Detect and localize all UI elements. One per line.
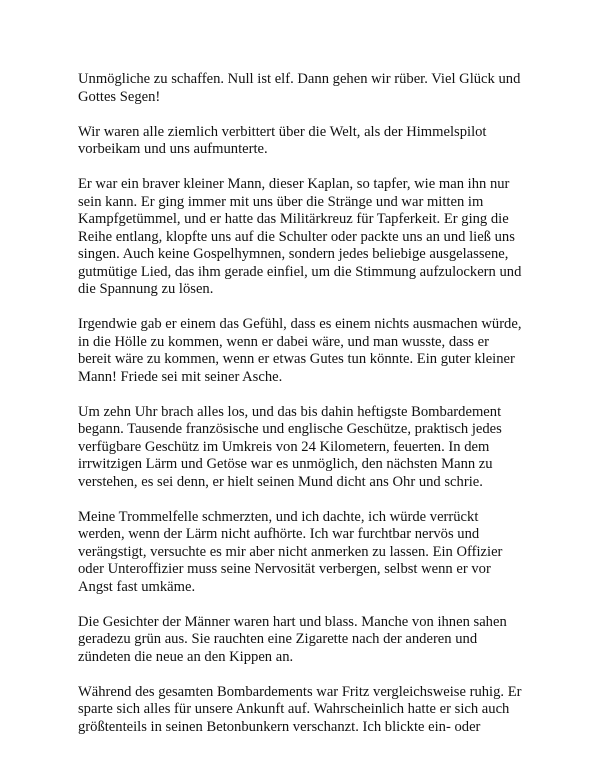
text-line: Gottes Segen!	[78, 88, 161, 105]
paragraph	[78, 614, 538, 667]
paragraph	[78, 684, 538, 737]
text-line: begann. Tausende französische und englische Geschütze, praktisch jedes	[78, 421, 502, 437]
text-line: in die Hölle zu kommen, wenn er dabei wäre, und man wusste, dass er	[78, 333, 489, 350]
text-line: Die Gesichter der Männer waren hart und blass. Manche von ihnen sahen	[78, 613, 507, 630]
text-line: sparte sich alles für unsere Ankunft auf. Wahrscheinlich hatte er sich auch	[78, 701, 510, 717]
text-line: verfügbare Geschütz im Umkreis von 24 Kilometern, feuerten. In dem	[78, 438, 490, 455]
text-line: Unmögliche zu schaffen. Null ist elf. Dann gehen wir rüber. Viel Glück und	[78, 71, 521, 87]
text-line: verstehen, es sei denn, er hielt seinen Mund dicht ans Ohr und schrie.	[78, 473, 483, 490]
text-line: die Spannung zu lösen.	[78, 281, 214, 297]
text-line: vorbeikam und uns aufmunterte.	[78, 141, 268, 157]
text-line: Meine Trommelfelle schmerzten, und ich dachte, ich würde verrückt	[78, 508, 479, 525]
text-line: Reihe entlang, klopfte uns auf die Schulter oder packte uns an und ließ uns	[78, 228, 515, 245]
text-line: Er war ein braver kleiner Mann, dieser Kaplan, so tapfer, wie man ihn nur	[78, 176, 510, 192]
text-line: größtenteils in seinen Betonbunkern verschanzt. Ich blickte ein- oder	[78, 718, 481, 735]
paragraph	[78, 176, 538, 299]
text-line: Irgendwie gab er einem das Gefühl, dass es einem nichts ausmachen würde,	[78, 316, 522, 332]
body-text	[78, 71, 538, 754]
text-line: irrwitzigen Lärm und Getöse war es unmöglich, den nächsten Mann zu	[78, 456, 493, 472]
text-line: werden, wenn der Lärm nicht aufhörte. Ich war furchtbar nervös und	[78, 526, 480, 542]
text-line: verängstigt, versuchte es mir aber nicht anmerken zu lassen. Ein Offizier	[78, 543, 503, 560]
text-line: Mann! Friede sei mit seiner Asche.	[78, 368, 283, 385]
text-line: Kampfgetümmel, und er hatte das Militärkreuz für Tapferkeit. Er ging die	[78, 211, 509, 227]
paragraph	[78, 404, 538, 492]
text-line: bereit wäre zu kommen, wenn er etwas Gutes tun könnte. Ein guter kleiner	[78, 351, 515, 367]
text-line: oder Unteroffizier muss seine Nervosität verbergen, selbst wenn er vor	[78, 561, 491, 577]
paragraph	[78, 509, 538, 597]
paragraph	[78, 71, 538, 106]
text-line: singen. Auch keine Gospelhymnen, sondern jedes beliebige ausgelassene,	[78, 246, 509, 262]
text-line: geradezu grün aus. Sie rauchten eine Zigarette nach der anderen und	[78, 631, 478, 647]
text-line: Während des gesamten Bombardements war Fritz vergleichsweise ruhig. Er	[78, 683, 522, 700]
text-line: sein kann. Er ging immer mit uns über die Stränge und war mitten im	[78, 193, 484, 210]
text-line: Angst fast umkäme.	[78, 578, 196, 595]
text-line: zündeten die neue an den Kippen an.	[78, 648, 294, 665]
text-line: Wir waren alle ziemlich verbittert über die Welt, als der Himmelspilot	[78, 123, 487, 140]
text-line: Um zehn Uhr brach alles los, und das bis dahin heftigste Bombardement	[78, 403, 502, 420]
text-line: gutmütige Lied, das ihm gerade einfiel, um die Stimmung aufzulockern und	[78, 263, 522, 280]
paragraph	[78, 316, 538, 386]
paragraph	[78, 124, 538, 159]
